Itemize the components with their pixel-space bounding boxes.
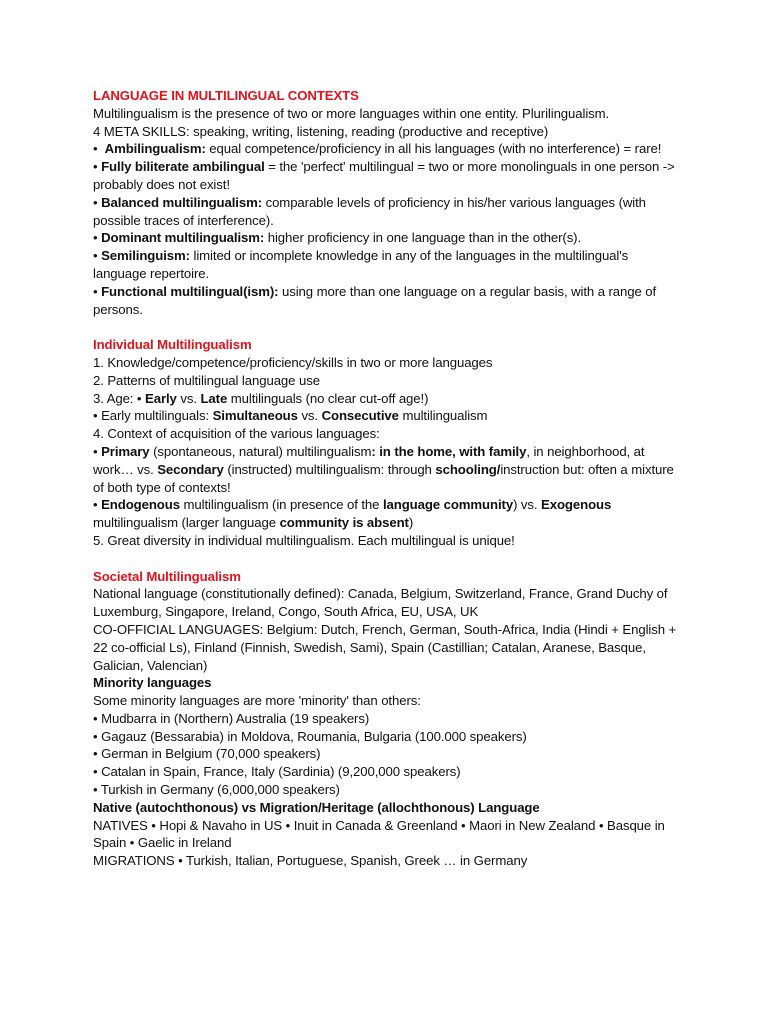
bold-text: Early <box>145 390 177 406</box>
text-run: • Turkish in Germany (6,000,000 speakers) <box>93 782 340 798</box>
text-run: MIGRATIONS • Turkish, Italian, Portuguese, Spanish, Greek … in Germany <box>93 853 528 869</box>
text-run: (instructed) multilingualism: through <box>223 461 436 477</box>
bold-text: Endogenous <box>101 497 180 513</box>
bold-text: Consecutive <box>321 408 399 424</box>
text-run: comparable levels of proficiency in his/her various languages (with possible traces of interference). <box>93 194 650 228</box>
paragraph-line <box>93 817 683 853</box>
text-run: Some minority languages are more 'minority' than others: <box>93 693 421 709</box>
paragraph-line <box>93 283 683 319</box>
paragraph-line <box>93 390 683 408</box>
paragraph-line <box>93 247 683 283</box>
text-run: equal competence/proficiency in all his languages (with no interference) = rare! <box>205 141 662 157</box>
text-run: multilinguals (no clear cut-off age!) <box>227 390 429 406</box>
section-heading: Societal Multilingualism <box>93 568 241 584</box>
bold-text: Simultaneous <box>212 408 298 424</box>
text-run: 5. Great diversity in individual multilingualism. Each multilingual is unique! <box>93 532 515 548</box>
text-run: Multilingualism is the presence of two or more languages within one entity. Plurilingualism. <box>93 105 610 121</box>
text-run: • <box>93 283 102 299</box>
text-run: multilingualism (larger language <box>93 497 615 531</box>
text-run: • Catalan in Spain, France, Italy (Sardinia) (9,200,000 speakers) <box>93 764 461 780</box>
paragraph-line <box>93 674 683 692</box>
bold-text: language community <box>382 497 514 513</box>
bold-text: schooling/ <box>435 461 501 477</box>
bold-text: Secondary <box>157 461 224 477</box>
paragraph-line <box>93 354 683 372</box>
text-run: instruction but: often a mixture of both type of contexts! <box>93 461 678 495</box>
text-run: CO-OFFICIAL LANGUAGES: Belgium: Dutch, French, German, South-Africa, India (Hindi + English + 22 co-official Ls), Finland (Finnish, Swedish, Sami), Spain (Castillian; Catalan, Aranese, Basque, Galician, Valencian) <box>93 621 680 673</box>
paragraph-line <box>93 852 683 870</box>
paragraph-line <box>93 105 683 123</box>
paragraph-line <box>93 745 683 763</box>
section-body <box>93 105 683 319</box>
document-page <box>93 87 683 870</box>
paragraph-line <box>93 372 683 390</box>
text-run: • <box>93 497 102 513</box>
paragraph-line <box>93 158 683 194</box>
text-run: NATIVES • Hopi & Navaho in US • Inuit in Canada & Greenland • Maori in New Zealand • Basque in Spain • Gaelic in Ireland <box>93 817 669 851</box>
text-run: vs. <box>176 390 201 406</box>
bold-text: Native (autochthonous) vs Migration/Heritage (allochthonous) Language <box>93 799 540 815</box>
bold-text: Exogenous <box>541 497 612 513</box>
section-body <box>93 585 683 870</box>
text-run: National language (constitutionally defined): Canada, Belgium, Switzerland, France, Grand Duchy of Luxemburg, Singapore, Ireland, Congo, South Africa, EU, USA, UK <box>93 586 672 620</box>
paragraph-line <box>93 140 683 158</box>
paragraph-line <box>93 425 683 443</box>
text-run: limited or incomplete knowledge in any of the languages in the multilingual's language repertoire. <box>93 248 632 281</box>
text-run: 3. Age: • <box>93 390 146 406</box>
bold-text: Ambilingualism: <box>104 141 206 157</box>
paragraph-line <box>93 229 683 247</box>
bold-text: Fully biliterate ambilingual <box>101 159 265 175</box>
text-run: • <box>93 443 102 459</box>
paragraph-line <box>93 781 683 799</box>
text-run: multilingualism (in presence of the <box>179 497 383 513</box>
paragraph-line <box>93 194 683 230</box>
text-run: , in neighborhood, at work… vs. <box>93 443 649 477</box>
paragraph-line <box>93 728 683 746</box>
text-run: ) <box>408 515 414 531</box>
section-heading: LANGUAGE IN MULTILINGUAL CONTEXTS <box>93 88 359 103</box>
paragraph-line <box>93 710 683 728</box>
paragraph-line <box>93 407 683 425</box>
text-run: higher proficiency in one language than in the other(s). <box>264 230 582 246</box>
text-run: using more than one language on a regular basis, with a range of persons. <box>93 283 660 317</box>
paragraph-line <box>93 692 683 710</box>
paragraph-line <box>93 123 683 141</box>
bold-text: Primary <box>101 443 150 459</box>
text-run: = the 'perfect' multilingual = two or more monolinguals in one person -> probably does not exist! <box>93 159 679 192</box>
bold-text: community is absent <box>279 515 409 531</box>
text-run: 1. Knowledge/competence/proficiency/skills in two or more languages <box>93 354 493 370</box>
text-run: • <box>93 230 102 246</box>
text-run: • German in Belgium (70,000 speakers) <box>93 746 321 762</box>
section-multilingual-contexts <box>93 87 683 318</box>
text-run: • Mudbarra in (Northern) Australia (19 speakers) <box>93 710 370 726</box>
text-run: • Early multilinguals: <box>93 408 213 424</box>
paragraph-line <box>93 496 683 532</box>
text-run: • <box>93 159 102 175</box>
text-run: (spontaneous, natural) multilingualism <box>149 443 372 459</box>
bold-text: Late <box>200 390 228 406</box>
paragraph-line <box>93 621 683 674</box>
bold-text: Semilinguism: <box>101 248 190 264</box>
paragraph-line <box>93 443 683 496</box>
text-run: • <box>93 141 105 157</box>
text-run: • Gagauz (Bessarabia) in Moldova, Roumania, Bulgaria (100.000 speakers) <box>93 728 527 744</box>
paragraph-line <box>93 585 683 621</box>
bold-text: Functional multilingual(ism): <box>101 283 279 299</box>
section-heading: Individual Multilingualism <box>93 337 252 353</box>
bold-text: Dominant multilingualism: <box>101 230 265 246</box>
text-run: • <box>93 248 102 264</box>
section-individual-multilingualism <box>93 336 683 550</box>
text-run: ) vs. <box>513 497 542 513</box>
text-run: 4 META SKILLS: speaking, writing, listening, reading (productive and receptive) <box>93 123 549 139</box>
bold-text: Minority languages <box>93 675 212 691</box>
text-run: vs. <box>297 408 322 424</box>
bold-text: : in the home, with family <box>371 443 527 459</box>
bold-text: Balanced multilingualism: <box>101 194 263 210</box>
paragraph-line <box>93 799 683 817</box>
text-run: • <box>93 194 102 210</box>
text-run: multilingualism <box>398 408 488 424</box>
section-societal-multilingualism <box>93 568 683 871</box>
text-run: 2. Patterns of multilingual language use <box>93 372 320 388</box>
paragraph-line <box>93 763 683 781</box>
text-run: 4. Context of acquisition of the various languages: <box>93 426 380 442</box>
paragraph-line <box>93 532 683 550</box>
section-body <box>93 354 683 550</box>
